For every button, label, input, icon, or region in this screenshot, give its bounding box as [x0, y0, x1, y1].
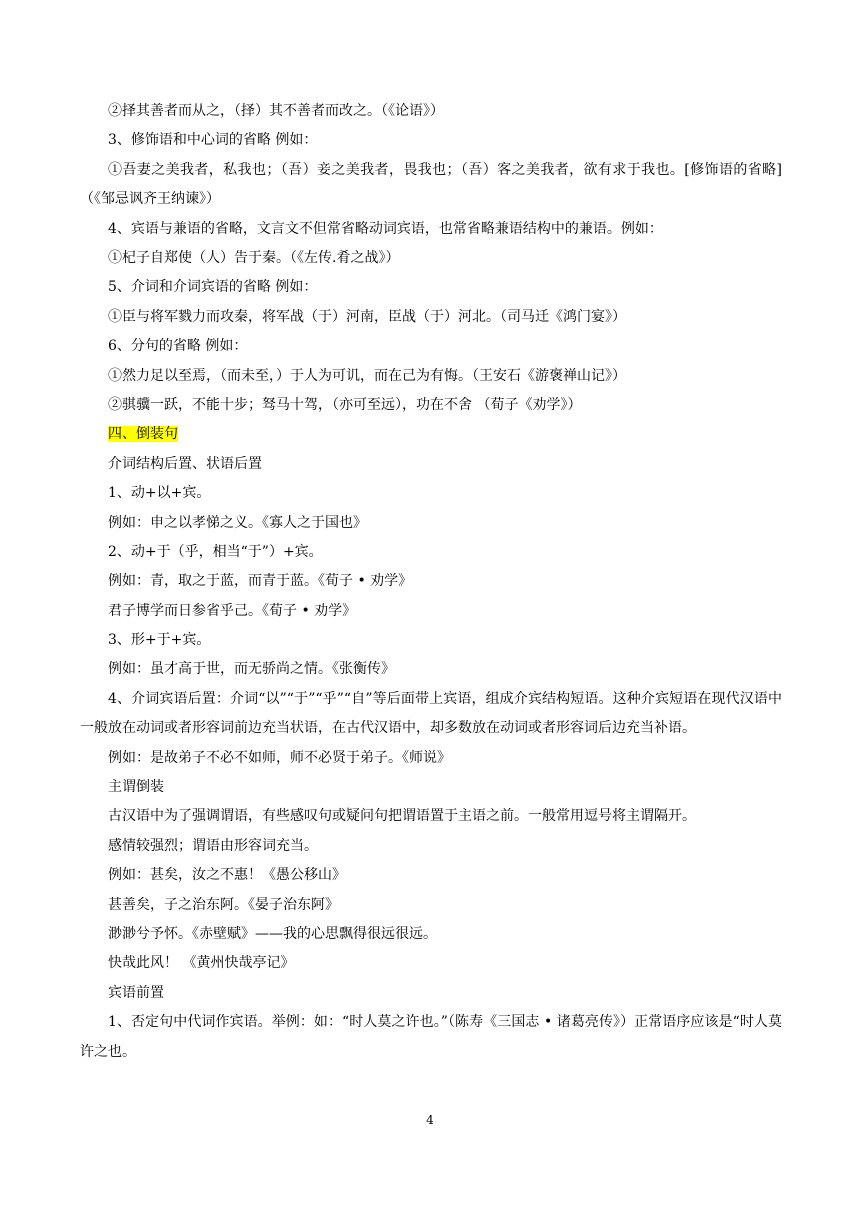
text-line: 甚善矣，子之治东阿。《晏子治东阿》	[108, 896, 339, 913]
paragraph: ①吾妻之美我者，私我也；（吾）妾之美我者，畏我也；（吾）客之美我者，欲有求于我也。[修饰语的省略] （《邹忌讽齐王纳谏》）	[80, 161, 782, 208]
text-line: 例如：青，取之于蓝，而青于蓝。《荀子 • 劝学》	[108, 573, 413, 590]
text-line: 渺渺兮予怀。《赤壁赋》——我的心思飘得很远很远。	[108, 926, 437, 942]
text-line: 例如：虽才高于世，而无骄尚之情。《张衡传》	[108, 661, 395, 678]
text-line: ①臣与将军戮力而攻秦，将军战（于）河南，臣战（于）河北。（司马迁《鸿门宴》）	[108, 308, 626, 325]
text-line: 快哉此风！ 《黄州快哉亭记》	[108, 955, 295, 972]
text-line: 1、动+以+宾。	[108, 485, 211, 502]
text-line: 4、宾语与兼语的省略，文言文不但常省略动词宾语，也常省略兼语结构中的兼语。例如：	[108, 220, 663, 237]
subheading: 宾语前置	[108, 984, 164, 1001]
text-line: 古汉语中为了强调谓语，有些感叹句或疑问句把谓语置于主语之前。一般常用逗号将主谓隔开。	[108, 808, 696, 825]
text-line: ①然力足以至焉，（而未至，）于人为可讥，而在己为有悔。（王安石《游褒禅山记》）	[108, 367, 626, 384]
subheading: 主谓倒装	[108, 779, 164, 796]
page-number: 4	[426, 1113, 434, 1127]
text-line: 例如：甚矣，汝之不惠！《愚公移山》	[108, 867, 346, 884]
text-line: 3、形+于+宾。	[108, 632, 211, 649]
text-line: 2、动+于（乎，相当“于”）+宾。	[108, 543, 323, 560]
paragraph: 4、介词宾语后置：介词“以”“于”“乎”“自”等后面带上宾语，组成介宾结构短语。这种介宾短语在现代汉语中一般放在动词或者形容词前边充当状语，在古代汉语中，却多数放在动词或者形容词后边充当补语。	[80, 690, 782, 737]
text-line: ①杞子自郑使（人）告于秦。（《左传.肴之战》）	[108, 249, 400, 266]
text-line: 感情较强烈；谓语由形容词充当。	[108, 837, 318, 854]
text-line: ②择其善者而从之，（择）其不善者而改之。（《论语》）	[108, 103, 444, 119]
page-body	[80, 97, 782, 1067]
highlighted-heading: 四、倒装句	[108, 426, 178, 443]
text-line: 5、介词和介词宾语的省略 例如：	[108, 279, 318, 296]
section-heading	[80, 420, 782, 449]
text-line: ②骐骥一跃，不能十步；驽马十驾，（亦可至远），功在不舍 （荀子《劝学》）	[108, 396, 582, 413]
text-line: 君子博学而日参省乎己。《荀子 • 劝学》	[108, 602, 357, 619]
paragraph: 1、否定句中代词作宾语。举例：如：“时人莫之许也。”（陈寿《三国志 • 诸葛亮传》）正常语序应该是“时人莫许之也。	[80, 1014, 782, 1060]
text-line: 例如：申之以孝悌之义。《寡人之于国也》	[108, 514, 367, 531]
subheading: 介词结构后置、状语后置	[108, 455, 262, 472]
text-line: 6、分句的省略 例如：	[108, 338, 248, 355]
text-line: 3、修饰语和中心词的省略 例如：	[108, 132, 318, 149]
text-line: 例如：是故弟子不必不如师，师不必贤于弟子。《师说》	[108, 749, 451, 766]
